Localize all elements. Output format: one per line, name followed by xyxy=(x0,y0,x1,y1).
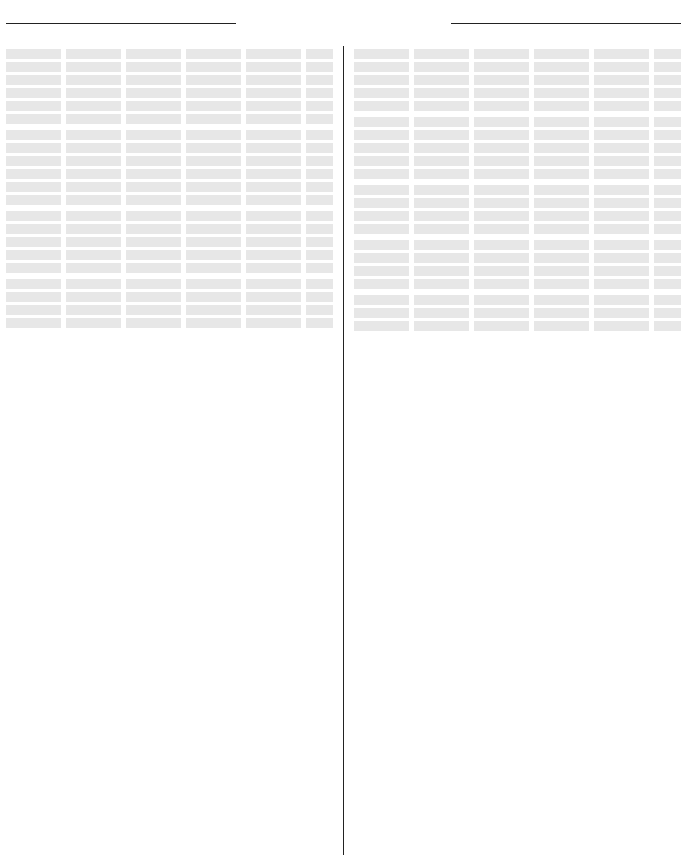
article-header xyxy=(6,6,681,42)
text-placeholder xyxy=(354,88,681,98)
text-placeholder xyxy=(6,101,333,111)
article-title xyxy=(236,6,451,42)
text-placeholder xyxy=(6,237,333,247)
text-placeholder xyxy=(354,308,681,318)
text-placeholder xyxy=(354,321,681,331)
text-placeholder xyxy=(354,266,681,276)
text-placeholder xyxy=(6,211,333,221)
text-placeholder xyxy=(6,62,333,72)
text-placeholder xyxy=(6,156,333,166)
text-placeholder xyxy=(6,250,333,260)
text-placeholder xyxy=(354,143,681,153)
article-columns xyxy=(6,46,681,855)
text-placeholder xyxy=(6,49,333,59)
text-placeholder xyxy=(6,305,333,315)
text-placeholder xyxy=(6,130,333,140)
newspaper-page xyxy=(6,6,681,855)
text-placeholder xyxy=(6,169,333,179)
text-placeholder xyxy=(6,75,333,85)
text-placeholder xyxy=(6,88,333,98)
text-placeholder xyxy=(354,253,681,263)
text-placeholder xyxy=(354,224,681,234)
text-placeholder xyxy=(6,279,333,289)
text-placeholder xyxy=(354,198,681,208)
text-placeholder xyxy=(354,211,681,221)
column-left xyxy=(6,46,333,855)
text-placeholder xyxy=(6,263,333,273)
section xyxy=(6,49,333,124)
text-placeholder xyxy=(6,224,333,234)
column-divider xyxy=(343,46,344,855)
text-placeholder xyxy=(354,130,681,140)
text-placeholder xyxy=(6,195,333,205)
text-placeholder xyxy=(6,143,333,153)
text-placeholder xyxy=(354,75,681,85)
text-placeholder xyxy=(354,295,681,305)
section xyxy=(354,240,681,289)
text-placeholder xyxy=(354,117,681,127)
section xyxy=(6,279,333,328)
text-placeholder xyxy=(354,169,681,179)
section xyxy=(354,117,681,179)
column-right xyxy=(354,46,681,855)
text-placeholder xyxy=(354,101,681,111)
text-placeholder xyxy=(354,49,681,59)
text-placeholder xyxy=(354,156,681,166)
section xyxy=(6,130,333,205)
text-placeholder xyxy=(354,279,681,289)
text-placeholder xyxy=(6,182,333,192)
text-placeholder xyxy=(6,318,333,328)
text-placeholder xyxy=(6,292,333,302)
section xyxy=(354,185,681,234)
header-rule-left xyxy=(6,23,236,24)
header-rule-right xyxy=(451,23,681,24)
text-placeholder xyxy=(6,114,333,124)
text-placeholder xyxy=(354,185,681,195)
section xyxy=(6,211,333,273)
text-placeholder xyxy=(354,62,681,72)
section xyxy=(354,295,681,331)
section xyxy=(354,49,681,111)
text-placeholder xyxy=(354,240,681,250)
